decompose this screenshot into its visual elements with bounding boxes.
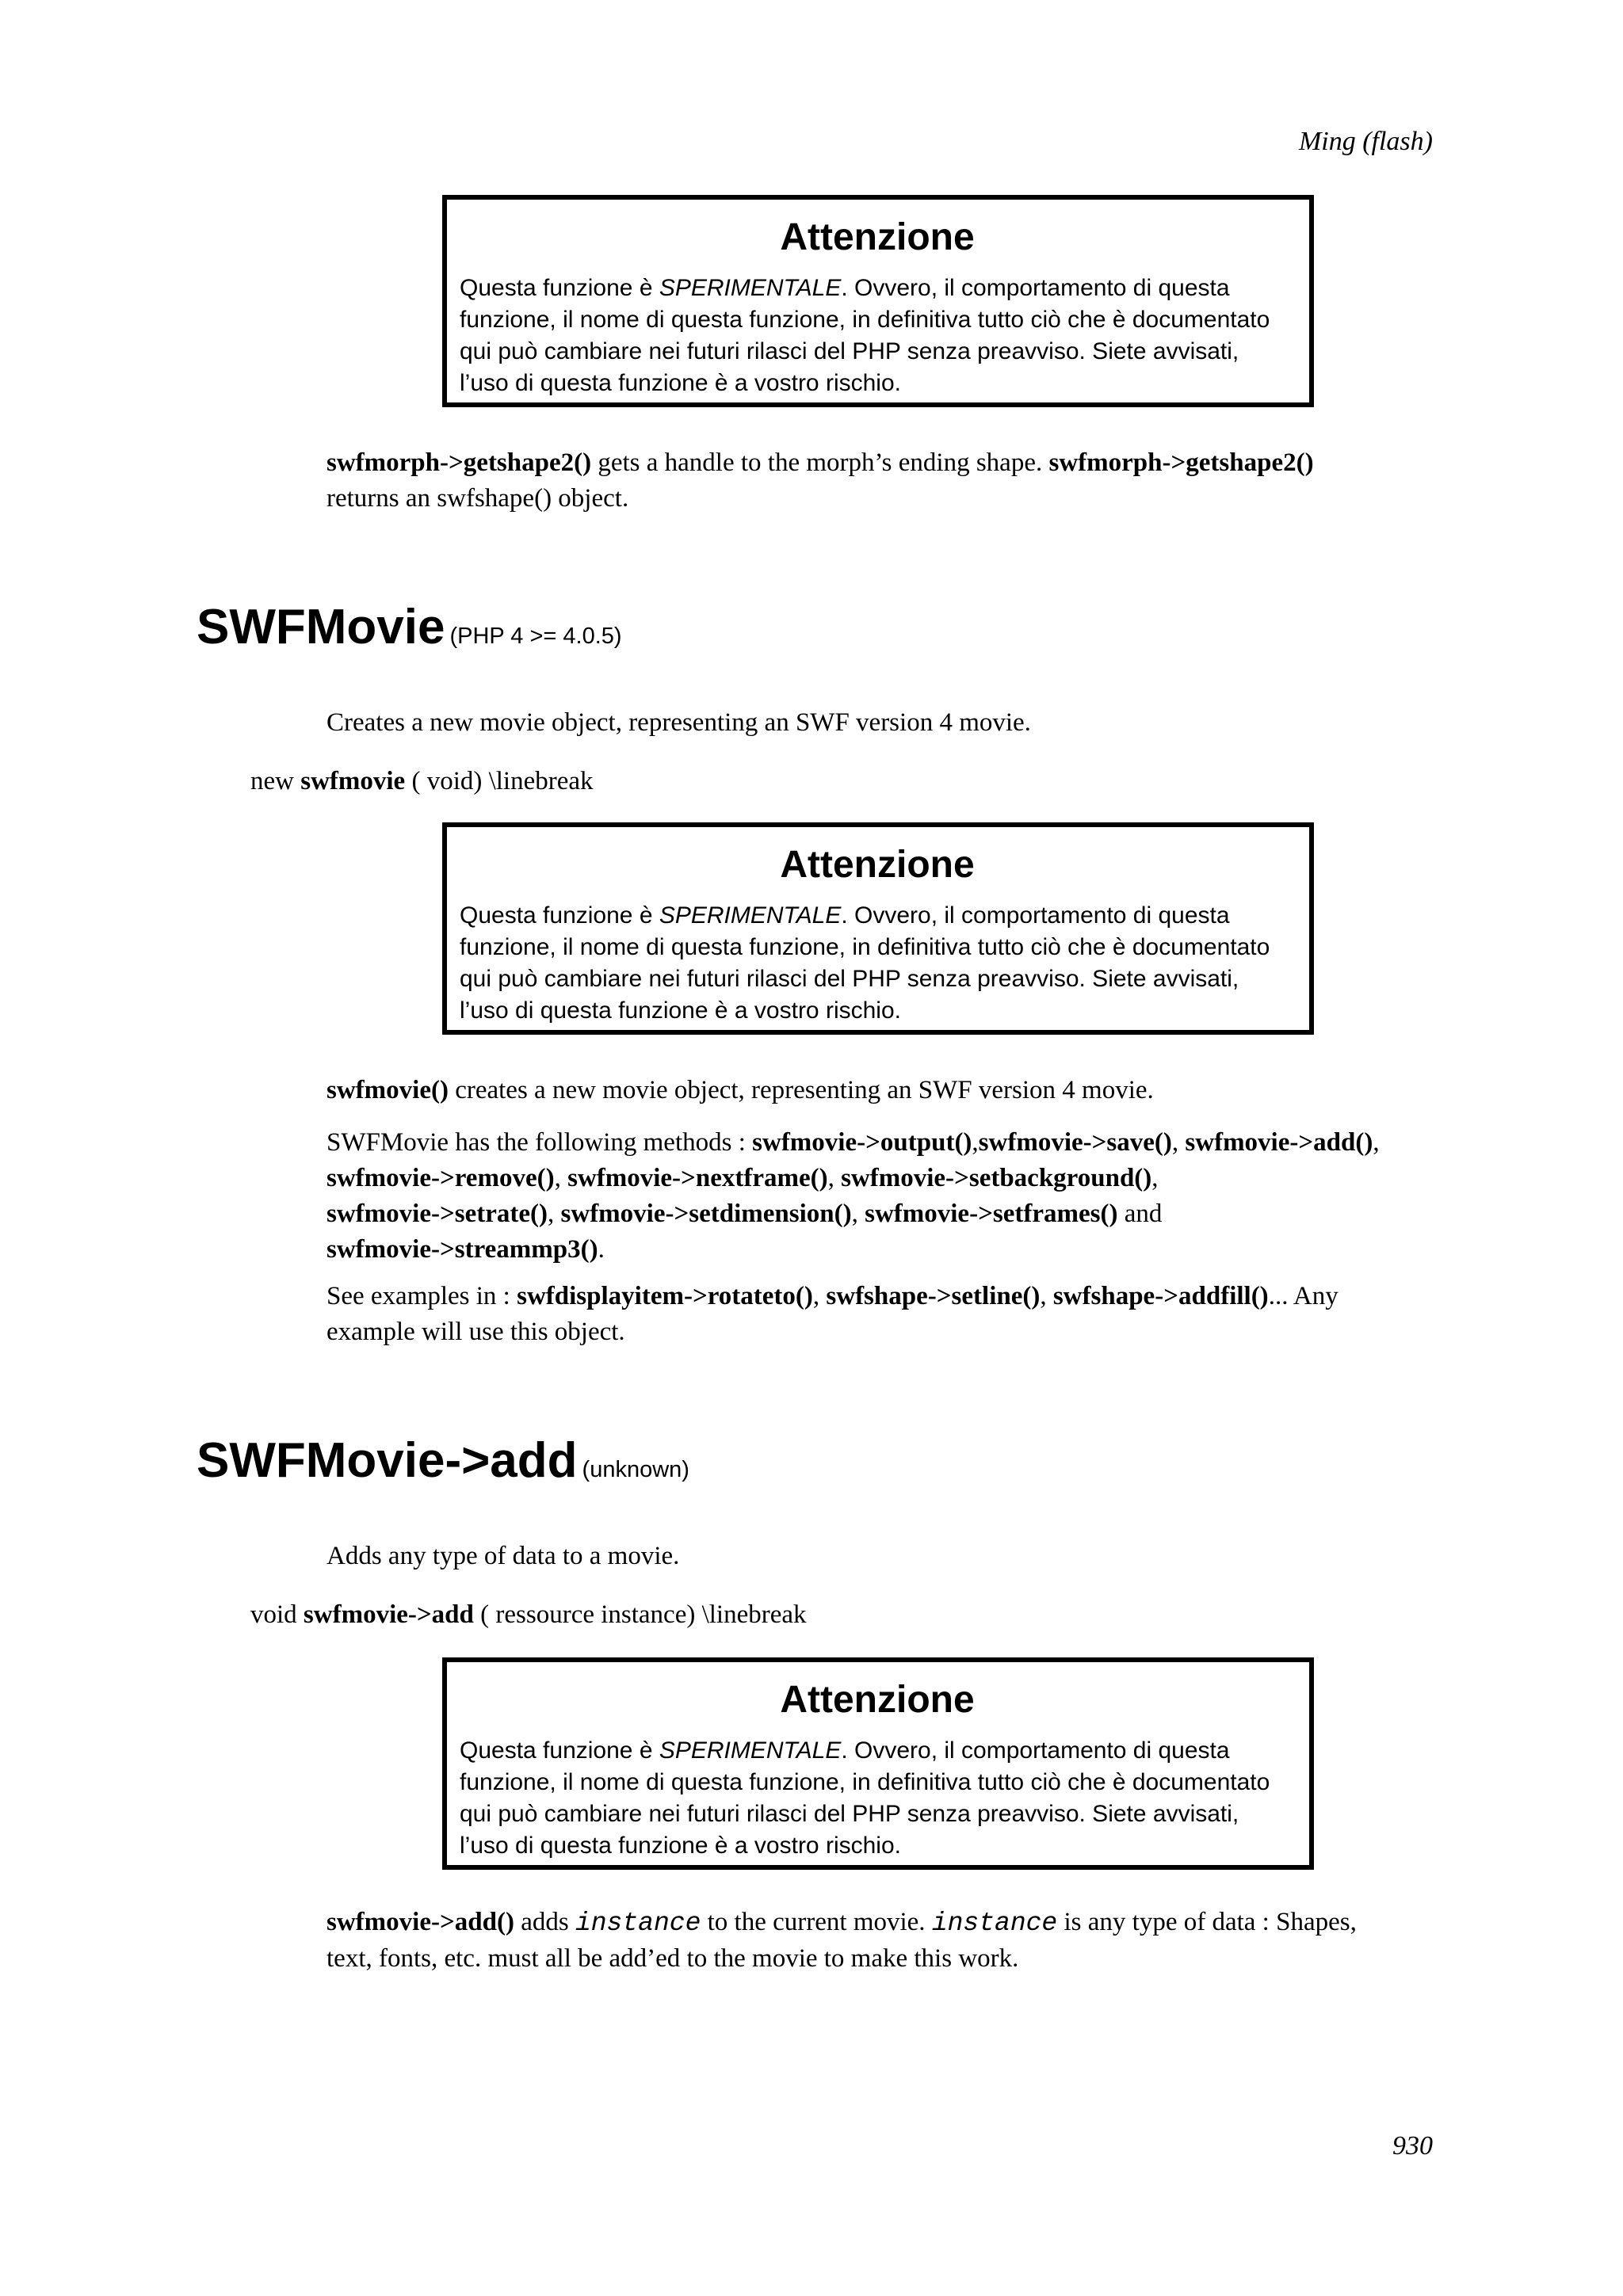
section-title: SWFMovie->add [197, 1433, 578, 1488]
method-name: swfmovie->setbackground() [841, 1164, 1152, 1192]
function-name: swfmovie [300, 767, 406, 795]
warning-text: Questa funzione è SPERIMENTALE. Ovvero, il comportamento di questa funzione, il nome di questa funzione, in definitiva tutto ciò che è documentato qui può cambiare nei futuri rilasci del PHP senza preavviso. Siete avvisati, l’uso di questa funzione è a vostro rischio. [460, 275, 1270, 396]
method-name: swfmovie->nextframe() [567, 1164, 828, 1192]
method-name: swfmovie->output() [752, 1128, 972, 1157]
warning-text: Questa funzione è SPERIMENTALE. Ovvero, il comportamento di questa funzione, il nome di questa funzione, in definitiva tutto ciò che è documentato qui può cambiare nei futuri rilasci del PHP senza preavviso. Siete avvisati, l’uso di questa funzione è a vostro rischio. [460, 1737, 1270, 1859]
warning-title: Attenzione [780, 844, 975, 886]
swfmovie-add-synopsis: void swfmovie->add ( ressource instance) \linebreak [250, 1600, 807, 1629]
section-version: (unknown) [582, 1457, 689, 1482]
warning-title: Attenzione [780, 216, 975, 258]
function-name: swfmorph->getshape2() [1048, 448, 1314, 477]
warning-box [442, 1657, 1314, 1870]
experimental-emphasis: SPERIMENTALE [659, 1737, 842, 1764]
parameter-name: instance [575, 1909, 701, 1938]
method-name: swfmovie->streammp3() [327, 1235, 598, 1264]
section-version: (PHP 4 >= 4.0.5) [449, 624, 622, 649]
method-name: swfmovie->setrate() [327, 1199, 548, 1228]
page-number: 930 [1392, 2131, 1433, 2161]
method-name: swfmovie->remove() [327, 1164, 555, 1192]
example-link: swfdisplayitem->rotateto() [517, 1282, 813, 1310]
swfmovie-description: swfmovie() creates a new movie object, representing an SWF version 4 movie. [327, 1076, 1154, 1104]
getshape2-description: swfmorph->getshape2() gets a handle to the morph’s ending shape. swfmorph->getshape2() returns an swfshape() object. [327, 448, 1314, 513]
warning-title: Attenzione [780, 1679, 975, 1721]
swfmovie-add-purpose: Adds any type of data to a movie. [327, 1542, 680, 1570]
warning-box [442, 822, 1314, 1035]
function-name: swfmovie->add() [327, 1908, 514, 1936]
method-name: swfmovie->setframes() [865, 1199, 1118, 1228]
swfmovie-synopsis: new swfmovie ( void) \linebreak [250, 767, 594, 795]
warning-box [442, 195, 1314, 407]
experimental-emphasis: SPERIMENTALE [659, 902, 842, 929]
example-link: swfshape->addfill() [1052, 1282, 1269, 1310]
function-name: swfmorph->getshape2() [327, 448, 592, 477]
method-name: swfmovie->add() [1185, 1128, 1373, 1157]
parameter-name: instance [931, 1909, 1058, 1938]
section-heading-swfmovie-add [197, 1432, 689, 1489]
swfmovie-add-description: swfmovie->add() adds instance to the current movie. instance is any type of data : Shapes, text, fonts, etc. must all be add’ed to the movie to make this work. [327, 1908, 1357, 1973]
running-header: Ming (flash) [1298, 127, 1433, 156]
section-heading-swfmovie [197, 599, 622, 655]
section-title: SWFMovie [197, 600, 445, 654]
experimental-emphasis: SPERIMENTALE [659, 275, 842, 301]
function-name: swfmovie->add [303, 1600, 474, 1629]
swfmovie-purpose: Creates a new movie object, representing an SWF version 4 movie. [327, 708, 1031, 737]
swfmovie-methods: SWFMovie has the following methods : swfmovie->output(),swfmovie->save(), swfmovie->add(), swfmovie->remove(), swfmovie->nextframe(), swfmovie->setbackground(), swfmovie->setrate(), swfmovie->setdimension(), swfmovie->setframes() and swfmovie->streammp3(). [327, 1128, 1380, 1264]
method-name: swfmovie->setdimension() [560, 1199, 852, 1228]
method-name: swfmovie->save() [978, 1128, 1172, 1157]
example-link: swfshape->setline() [826, 1282, 1041, 1310]
swfmovie-see-examples: See examples in : swfdisplayitem->rotateto(), swfshape->setline(), swfshape->addfill()... Any example will use this object. [327, 1282, 1338, 1346]
function-name: swfmovie() [327, 1076, 449, 1104]
warning-text: Questa funzione è SPERIMENTALE. Ovvero, il comportamento di questa funzione, il nome di questa funzione, in definitiva tutto ciò che è documentato qui può cambiare nei futuri rilasci del PHP senza preavviso. Siete avvisati, l’uso di questa funzione è a vostro rischio. [460, 902, 1270, 1024]
